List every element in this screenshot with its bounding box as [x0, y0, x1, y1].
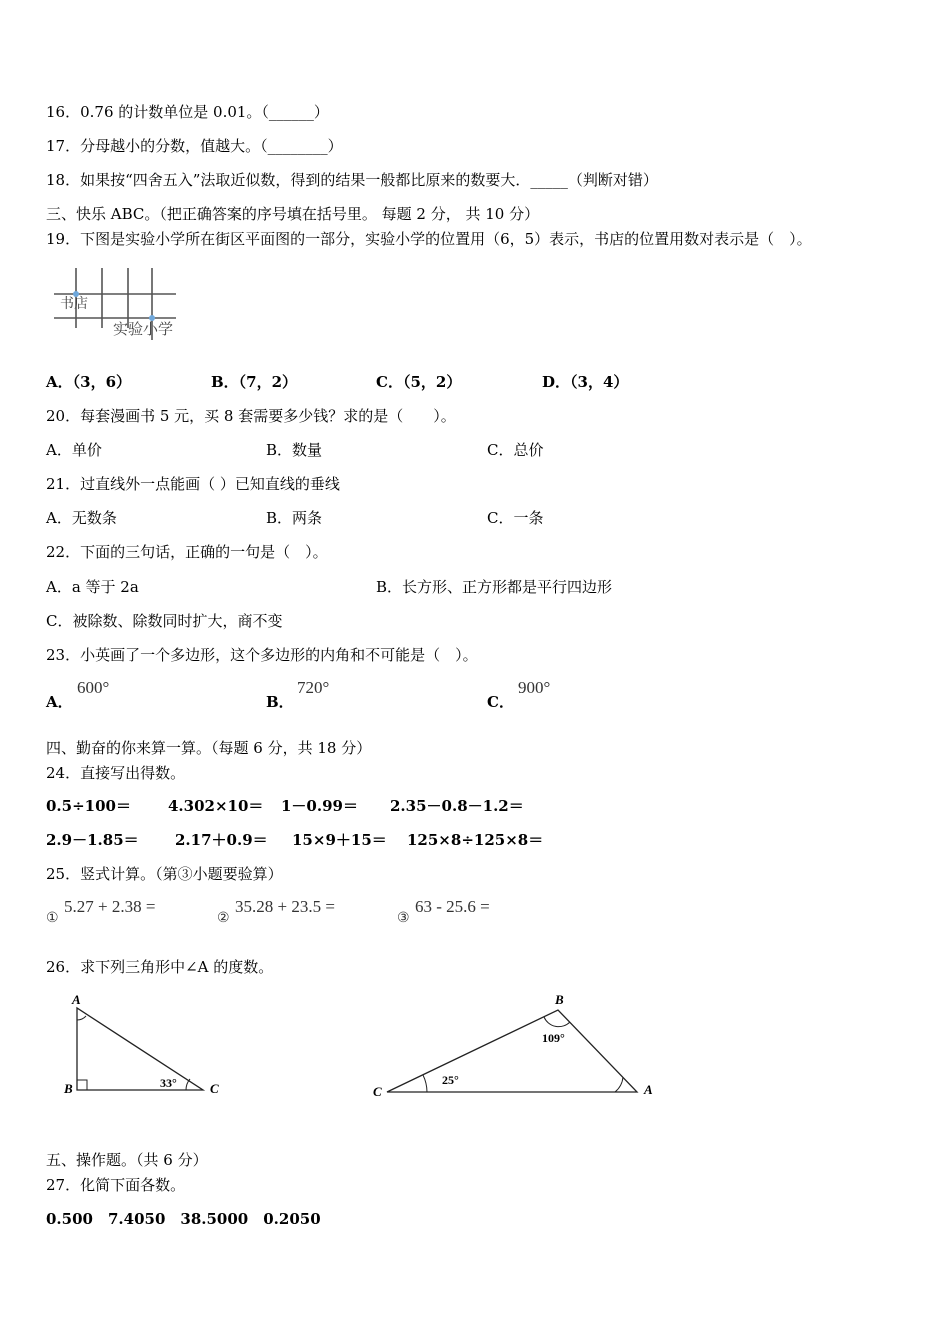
q21-option-a: A．无数条 [46, 509, 117, 527]
question-21: 21．过直线外一点能画（ ）已知直线的垂线 [46, 475, 340, 493]
angle-a-arc [77, 1016, 86, 1020]
q25-item-expression: 5.27 + 2.38 = [64, 897, 156, 916]
section-4-heading: 四、勤奋的你来算一算。（每题 6 分，共 18 分） [46, 739, 372, 757]
q25-item-number: ① [46, 910, 59, 926]
question-27: 27．化简下面各数。 [46, 1176, 186, 1194]
triangle-1-vertex-a: A [72, 992, 81, 1007]
question-26: 26．求下列三角形中∠A 的度数。 [46, 958, 274, 976]
triangle-2-angle-b-label: 109° [542, 1031, 565, 1045]
question-19: 19．下图是实验小学所在街区平面图的一部分，实验小学的位置用（6，5）表示，书店的位置用数对表示是（ ）。 [46, 230, 812, 248]
q24-item: 1－0.99＝ [281, 797, 358, 815]
question-25: 25．竖式计算。（第③小题要验算） [46, 865, 283, 883]
q23-option-b-label: B． [266, 693, 294, 711]
section-3-heading: 三、快乐 ABC。（把正确答案的序号填在括号里。 每题 2 分， 共 10 分） [46, 205, 540, 223]
q25-item-number: ③ [397, 910, 410, 926]
q27-numbers: 0.500 7.4050 38.5000 0.2050 [46, 1210, 321, 1228]
question-23: 23．小英画了一个多边形，这个多边形的内角和不可能是（ ）。 [46, 646, 478, 664]
question-17: 17．分母越小的分数，值越大。（________） [46, 137, 343, 155]
question-16: 16．0.76 的计数单位是 0.01。（______） [46, 103, 329, 121]
triangle-1-vertex-c: C [210, 1081, 219, 1096]
q24-item: 2.17＋0.9＝ [175, 831, 268, 849]
map-label-school: 实验小学 [113, 320, 174, 338]
angle-c-arc [423, 1075, 427, 1092]
q23-option-a-value: 600° [77, 678, 110, 697]
triangle-1-vertex-b: B [64, 1081, 73, 1096]
triangle-1 [55, 990, 235, 1102]
triangle-2-vertex-a: A [644, 1082, 653, 1097]
q21-option-c: C．一条 [487, 509, 544, 527]
question-20: 20．每套漫画书 5 元，买 8 套需要多少钱？求的是（ ）。 [46, 407, 456, 425]
q19-option-c: C．（5，2） [376, 373, 462, 391]
q20-option-b: B．数量 [266, 441, 323, 459]
q24-item: 0.5÷100＝ [46, 797, 131, 815]
q19-option-b: B．（7，2） [211, 373, 298, 391]
q21-option-b: B．两条 [266, 509, 323, 527]
q19-option-a: A．（3，6） [46, 373, 132, 391]
q23-option-c-value: 900° [518, 678, 551, 697]
q24-item: 2.35－0.8－1.2＝ [390, 797, 524, 815]
q22-option-a: A．a 等于 2a [46, 578, 139, 596]
question-18: 18．如果按“四舍五入”法取近似数，得到的结果一般都比原来的数要大．_____（判断对错） [46, 171, 658, 189]
section-5-heading: 五、操作题。（共 6 分） [46, 1151, 208, 1169]
q20-option-a: A．单价 [46, 441, 102, 459]
q19-option-d: D．（3，4） [542, 373, 629, 391]
q25-item-expression: 35.28 + 23.5 = [235, 897, 335, 916]
triangle-1-outline [77, 1008, 203, 1090]
right-angle-mark [77, 1080, 87, 1090]
question-24: 24．直接写出得数。 [46, 764, 186, 782]
q22-option-b: B．长方形、正方形都是平行四边形 [376, 578, 613, 596]
triangle-2-vertex-b: B [555, 992, 564, 1007]
triangle-2-angle-c-label: 25° [442, 1073, 459, 1087]
triangle-2 [365, 990, 665, 1102]
q23-option-b-value: 720° [297, 678, 330, 697]
q24-item: 2.9－1.85＝ [46, 831, 139, 849]
q24-item: 15×9＋15＝ [292, 831, 387, 849]
q22-option-c: C．被除数、除数同时扩大，商不变 [46, 612, 283, 630]
angle-a-arc [615, 1077, 623, 1092]
question-22: 22．下面的三句话，正确的一句是（ ）。 [46, 543, 328, 561]
triangle-1-angle-c-label: 33° [160, 1076, 177, 1090]
triangle-2-vertex-c: C [373, 1084, 382, 1099]
q25-item-number: ② [217, 910, 230, 926]
q25-item-expression: 63 - 25.6 = [415, 897, 490, 916]
q24-item: 4.302×10＝ [168, 797, 264, 815]
q24-item: 125×8÷125×8＝ [407, 831, 544, 849]
q23-option-c-label: C． [487, 693, 514, 711]
map-label-bookstore: 书店 [60, 296, 88, 312]
q23-option-a-label: A． [46, 693, 73, 711]
q20-option-c: C．总价 [487, 441, 544, 459]
